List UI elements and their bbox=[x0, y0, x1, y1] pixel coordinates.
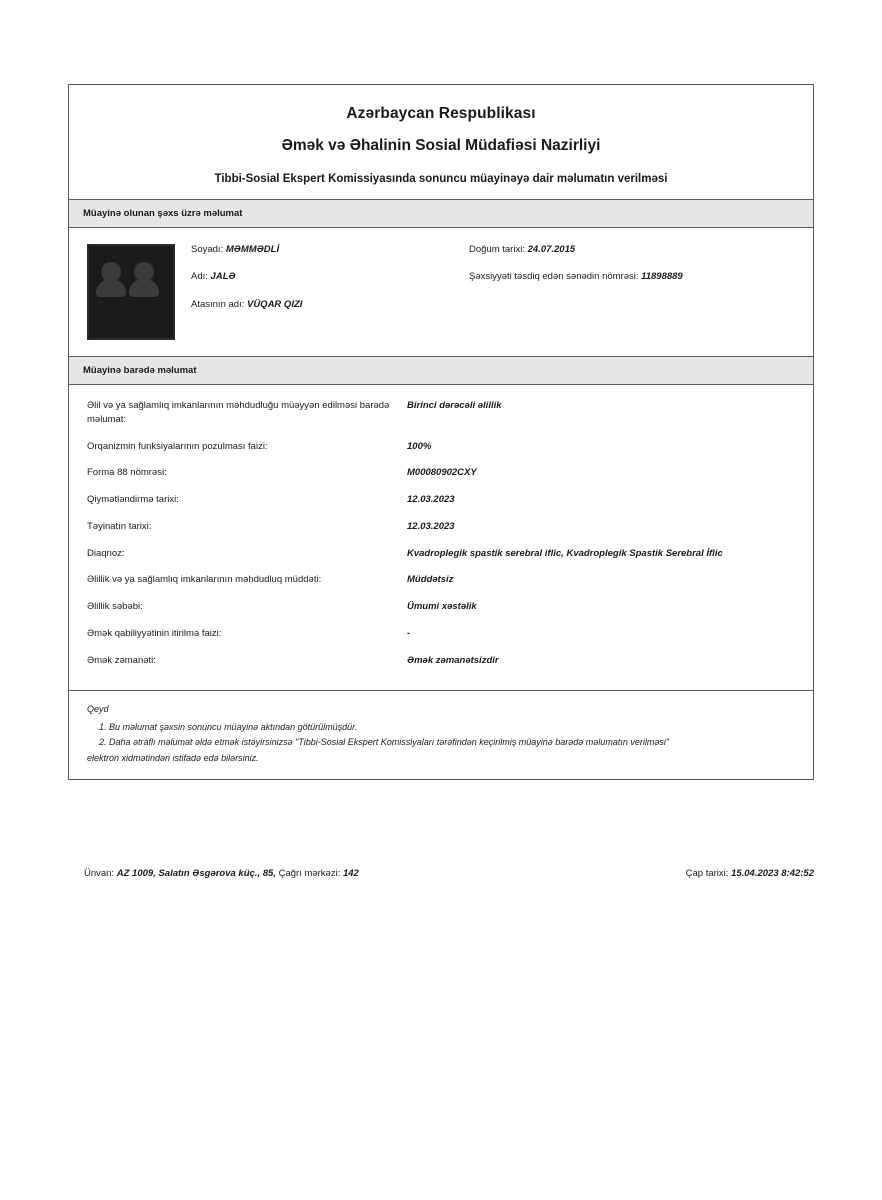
exam-section-title: Müayinə barədə məlumat bbox=[69, 357, 813, 385]
exam-row-form88 bbox=[87, 466, 799, 480]
exam-row-cause bbox=[87, 600, 799, 614]
exam-label-disability-info: Əlil və ya sağlamlıq imkanlarının məhdudluğu müəyyən edilməsi barədə məlumat: bbox=[87, 400, 390, 425]
document-page bbox=[68, 84, 814, 780]
exam-label-evaluation-date: Qiymətləndirmə tarixi: bbox=[87, 494, 179, 506]
exam-label-function-percent: Orqanizmin funksiyalarının pozulması faizi: bbox=[87, 440, 268, 452]
exam-row-diagnosis bbox=[87, 547, 799, 561]
exam-label-duration: Əlillik və ya sağlamlıq imkanlarının məhdudluq müddəti: bbox=[87, 574, 322, 586]
note-item-2-continued: elektron xidmətindən istifadə edə bilərsiniz. bbox=[87, 752, 259, 763]
exam-info-block bbox=[69, 385, 813, 691]
document-footer bbox=[84, 868, 814, 879]
exam-label-diagnosis: Diaqnoz: bbox=[87, 547, 125, 559]
person-section-title: Müayinə olunan şəxs üzrə məlumat bbox=[69, 200, 813, 228]
person-field-surname-value: MƏMMƏDLİ bbox=[225, 244, 280, 255]
footer-print-value: 15.04.2023 8:42:52 bbox=[731, 868, 814, 879]
exam-value-duration: Müddətsiz bbox=[407, 574, 454, 586]
exam-value-function-percent: 100% bbox=[407, 440, 432, 452]
footer-address-label: Ünvan: bbox=[84, 868, 115, 879]
exam-value-assignment-date: 12.03.2023 bbox=[407, 520, 455, 532]
person-field-surname-label: Soyadı: bbox=[191, 244, 224, 255]
header-line-3: Tibbi-Sosial Ekspert Komissiyasında sonuncu müayinəyə dair məlumatın verilməsi bbox=[214, 173, 668, 185]
person-field-surname bbox=[191, 244, 469, 255]
footer-address bbox=[84, 868, 359, 879]
person-field-patronymic-label: Atasının adı: bbox=[191, 298, 245, 310]
document-header bbox=[69, 85, 813, 200]
footer-address-value: AZ 1009, Salatın Əsgərova küç., 85, bbox=[116, 868, 276, 879]
exam-value-evaluation-date: 12.03.2023 bbox=[407, 494, 455, 506]
exam-row-function-percent bbox=[87, 440, 799, 454]
exam-value-work-guarantee: Əmək zəmanətsizdir bbox=[407, 654, 499, 666]
person-photo bbox=[87, 244, 175, 340]
exam-row-work-guarantee bbox=[87, 654, 799, 668]
exam-label-assignment-date: Təyinatın tarixi: bbox=[87, 520, 152, 532]
exam-value-work-loss-percent: - bbox=[407, 627, 411, 639]
exam-label-work-loss-percent: Əmək qabiliyyətinin itirilmə faizi: bbox=[87, 627, 222, 639]
footer-call-label: Çağrı mərkəzi: bbox=[278, 868, 341, 879]
person-field-patronymic-value: VÜQAR QIZI bbox=[246, 298, 303, 310]
person-field-birthdate-value: 24.07.2015 bbox=[527, 244, 576, 255]
note-item-1: 1. Bu məlumat şəxsin sonuncu müayinə aktından götürülmüşdür. bbox=[99, 721, 358, 732]
footer-call-value: 142 bbox=[342, 868, 359, 879]
person-info-block bbox=[69, 228, 813, 357]
exam-label-work-guarantee: Əmək zəmanəti: bbox=[87, 654, 156, 666]
exam-value-form88: M00080902CXY bbox=[407, 467, 477, 479]
exam-value-cause: Ümumi xəstəlik bbox=[407, 601, 477, 613]
exam-row-assignment-date bbox=[87, 520, 799, 534]
header-line-1: Azərbaycan Respublikası bbox=[346, 105, 536, 122]
person-field-patronymic bbox=[191, 299, 469, 310]
exam-value-diagnosis: Kvadroplegik spastik serebral iflic, Kvadroplegik Spastik Serebral İflic bbox=[407, 547, 723, 559]
person-field-idnumber bbox=[469, 271, 799, 282]
exam-label-cause: Əlillik səbəbi: bbox=[87, 601, 143, 613]
person-field-name bbox=[191, 271, 469, 282]
person-field-birthdate-label: Doğum tarixi: bbox=[469, 244, 525, 255]
person-field-birthdate bbox=[469, 244, 799, 255]
exam-row-evaluation-date bbox=[87, 493, 799, 507]
note-item-2: 2. Daha ətraflı məlumat əldə etmək istəyirsinizsə "Tibbi-Sosial Ekspert Komissiyaları tərəfindən keçirilmiş müayinə barədə məlumatın verilməsi" bbox=[99, 737, 670, 748]
footer-print-date bbox=[686, 868, 814, 879]
exam-value-disability-info: Birinci dərəcəli əlillik bbox=[407, 400, 502, 411]
person-field-idnumber-label: Şəxsiyyəti təsdiq edən sənədin nömrəsi: bbox=[469, 271, 639, 283]
exam-row-disability-info bbox=[87, 399, 799, 427]
header-line-2: Əmək və Əhalinin Sosial Müdafiəsi Nazirliyi bbox=[281, 137, 601, 154]
footer-print-label: Çap tarixi: bbox=[685, 868, 729, 879]
exam-label-form88: Forma 88 nömrəsi: bbox=[87, 467, 167, 479]
exam-row-work-loss-percent bbox=[87, 627, 799, 641]
person-field-idnumber-value: 11898889 bbox=[641, 271, 683, 283]
note-title: Qeyd bbox=[87, 704, 109, 715]
note-block bbox=[69, 691, 813, 779]
exam-row-duration bbox=[87, 573, 799, 587]
person-field-name-value: JALƏ bbox=[210, 271, 236, 283]
person-field-name-label: Adı: bbox=[191, 271, 208, 283]
